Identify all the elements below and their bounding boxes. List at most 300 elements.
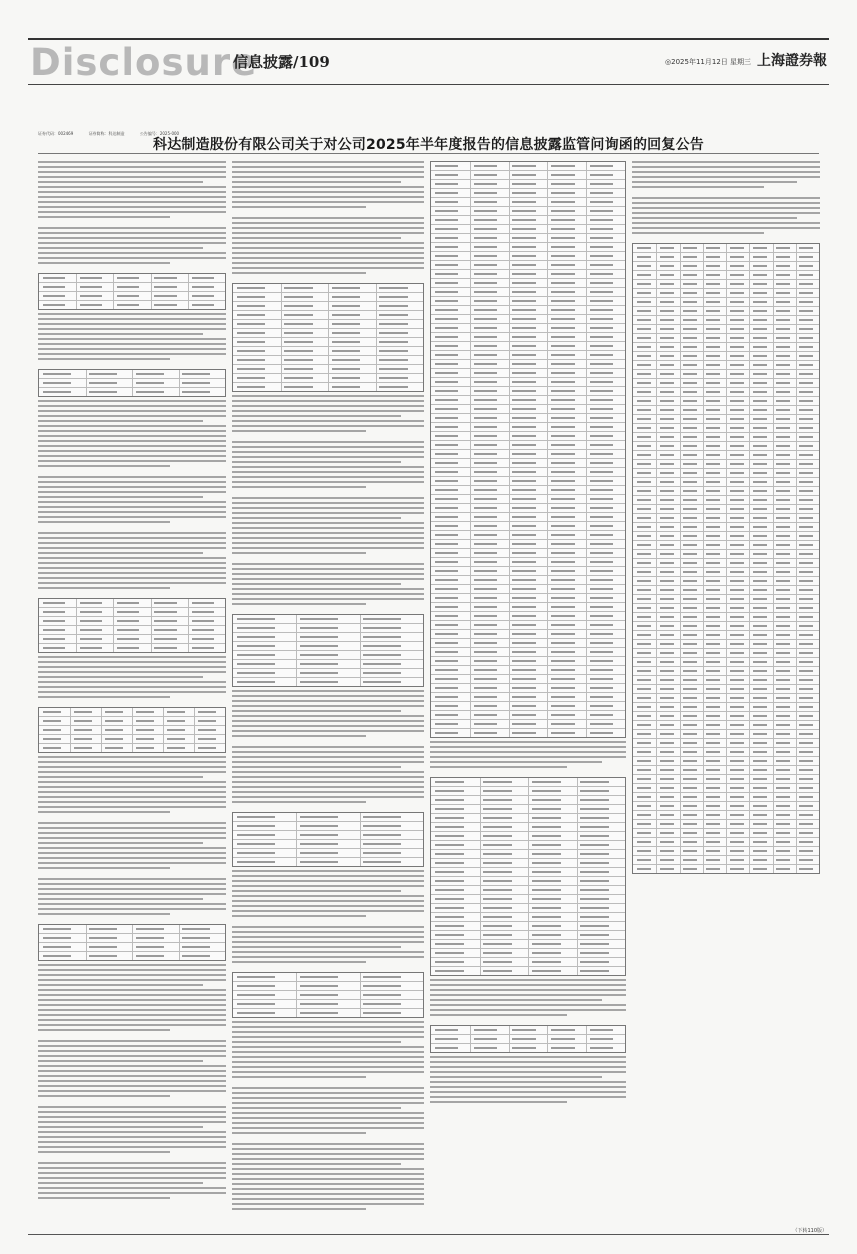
table-divider — [726, 577, 727, 585]
table-divider — [703, 568, 704, 576]
table-divider — [547, 549, 548, 557]
table-cell — [363, 843, 401, 845]
text-line — [38, 801, 226, 803]
table-cell — [551, 480, 574, 482]
table-cell — [474, 444, 497, 446]
table-cell — [776, 337, 790, 339]
table-cell — [551, 264, 574, 266]
table-cell — [551, 570, 574, 572]
table-cell — [730, 832, 744, 834]
table-cell — [474, 408, 497, 410]
table-cell — [435, 417, 458, 419]
table-divider — [509, 387, 510, 395]
text-line — [38, 969, 226, 971]
table-divider — [509, 1026, 510, 1034]
text-line — [430, 766, 567, 768]
table-cell — [637, 526, 651, 528]
table-row — [233, 329, 423, 338]
table-divider — [528, 877, 529, 885]
table-cell — [590, 525, 613, 527]
data-table — [632, 243, 820, 874]
table-divider — [586, 225, 587, 233]
table-cell — [730, 400, 744, 402]
table-divider — [528, 814, 529, 822]
table-cell — [237, 663, 275, 665]
table-divider — [749, 811, 750, 819]
table-divider — [163, 744, 164, 752]
table-divider — [773, 820, 774, 828]
table-cell — [637, 625, 651, 627]
text-line — [430, 1091, 626, 1093]
table-row — [39, 952, 225, 960]
table-divider — [680, 541, 681, 549]
table-divider — [680, 703, 681, 711]
table-cell — [551, 210, 574, 212]
table-row — [431, 477, 625, 486]
table-divider — [703, 280, 704, 288]
table-cell — [435, 624, 458, 626]
table-divider — [179, 943, 180, 951]
table-cell — [580, 889, 609, 891]
table-row — [633, 577, 819, 586]
text-line — [632, 197, 820, 199]
table-cell — [706, 715, 720, 717]
table-divider — [470, 270, 471, 278]
table-cell — [474, 390, 497, 392]
table-divider — [680, 730, 681, 738]
text-line — [632, 207, 820, 209]
text-line — [430, 741, 626, 743]
table-divider — [480, 832, 481, 840]
table-divider — [470, 720, 471, 728]
text-line — [232, 547, 424, 549]
table-divider — [656, 388, 657, 396]
table-divider — [509, 540, 510, 548]
table-cell — [379, 350, 408, 352]
table-cell — [799, 652, 813, 654]
table-divider — [586, 612, 587, 620]
table-cell — [660, 436, 674, 438]
table-cell — [660, 508, 674, 510]
table-divider — [163, 708, 164, 716]
table-cell — [683, 868, 697, 870]
table-cell — [730, 634, 744, 636]
table-cell — [776, 859, 790, 861]
table-cell — [483, 790, 512, 792]
table-cell — [730, 715, 744, 717]
table-cell — [512, 525, 535, 527]
table-cell — [474, 579, 497, 581]
table-divider — [773, 739, 774, 747]
table-row — [233, 383, 423, 391]
table-cell — [683, 328, 697, 330]
table-divider — [703, 703, 704, 711]
table-cell — [435, 723, 458, 725]
table-row — [233, 356, 423, 365]
text-line — [232, 578, 424, 580]
table-cell — [706, 544, 720, 546]
table-divider — [577, 859, 578, 867]
table-divider — [656, 856, 657, 864]
text-line — [38, 994, 226, 996]
table-cell — [379, 323, 408, 325]
table-cell — [706, 679, 720, 681]
table-cell — [799, 418, 813, 420]
table-cell — [637, 616, 651, 618]
table-divider — [656, 802, 657, 810]
table-divider — [281, 365, 282, 373]
table-cell — [660, 382, 674, 384]
table-cell — [192, 602, 214, 604]
table-cell — [637, 364, 651, 366]
table-divider — [680, 334, 681, 342]
table-divider — [796, 451, 797, 459]
table-cell — [660, 823, 674, 825]
table-divider — [547, 261, 548, 269]
table-divider — [296, 660, 297, 668]
table-divider — [796, 469, 797, 477]
table-cell — [683, 616, 697, 618]
table-cell — [332, 341, 361, 343]
table-cell — [799, 346, 813, 348]
table-divider — [528, 886, 529, 894]
text-line — [232, 222, 424, 224]
table-divider — [547, 585, 548, 593]
table-divider — [656, 379, 657, 387]
table-divider — [680, 361, 681, 369]
table-divider — [796, 244, 797, 252]
table-divider — [680, 325, 681, 333]
table-divider — [470, 171, 471, 179]
table-divider — [749, 352, 750, 360]
table-divider — [480, 868, 481, 876]
table-divider — [796, 793, 797, 801]
table-divider — [547, 1044, 548, 1052]
table-cell — [512, 642, 535, 644]
table-divider — [703, 406, 704, 414]
table-divider — [509, 603, 510, 611]
table-cell — [730, 535, 744, 537]
text-line — [38, 867, 170, 869]
table-cell — [435, 489, 458, 491]
table-divider — [703, 748, 704, 756]
table-divider — [726, 280, 727, 288]
table-cell — [637, 301, 651, 303]
table-cell — [474, 453, 497, 455]
table-cell — [706, 706, 720, 708]
table-cell — [776, 661, 790, 663]
text-line — [38, 1192, 226, 1194]
top-rule — [28, 38, 829, 40]
table-divider — [480, 913, 481, 921]
table-cell — [237, 627, 275, 629]
table-cell — [551, 1038, 574, 1040]
table-cell — [776, 436, 790, 438]
table-cell — [284, 377, 313, 379]
text-line — [232, 890, 401, 892]
table-cell — [637, 274, 651, 276]
table-divider — [726, 550, 727, 558]
table-cell — [706, 328, 720, 330]
table-divider — [749, 577, 750, 585]
table-cell — [730, 283, 744, 285]
table-divider — [749, 586, 750, 594]
table-divider — [796, 820, 797, 828]
table-divider — [296, 615, 297, 623]
table-cell — [730, 373, 744, 375]
table-cell — [753, 724, 767, 726]
table-row — [431, 468, 625, 477]
table-divider — [586, 288, 587, 296]
text-line — [232, 573, 424, 575]
table-cell — [284, 323, 313, 325]
table-cell — [637, 517, 651, 519]
table-cell — [730, 409, 744, 411]
table-divider — [188, 283, 189, 291]
table-cell — [799, 562, 813, 564]
table-cell — [706, 391, 720, 393]
table-cell — [637, 580, 651, 582]
table-cell — [683, 751, 697, 753]
text-line — [38, 562, 226, 564]
text-line — [232, 1153, 424, 1155]
text-line — [38, 572, 226, 574]
text-line — [232, 598, 424, 600]
table-cell — [753, 445, 767, 447]
table-cell — [182, 946, 210, 948]
table-divider — [188, 608, 189, 616]
table-cell — [706, 553, 720, 555]
table-divider — [577, 913, 578, 921]
text-line — [232, 257, 424, 259]
table-cell — [474, 651, 497, 653]
table-cell — [637, 643, 651, 645]
table-cell — [512, 705, 535, 707]
table-divider — [547, 441, 548, 449]
table-cell — [683, 571, 697, 573]
table-cell — [198, 720, 217, 722]
table-divider — [528, 832, 529, 840]
table-divider — [547, 729, 548, 737]
table-divider — [703, 352, 704, 360]
table-cell — [683, 760, 697, 762]
text-line — [430, 1004, 626, 1006]
data-table — [38, 924, 226, 961]
table-cell — [660, 319, 674, 321]
table-cell — [43, 620, 65, 622]
table-divider — [509, 720, 510, 728]
table-divider — [656, 325, 657, 333]
text-line — [232, 242, 424, 244]
table-cell — [753, 472, 767, 474]
table-cell — [637, 256, 651, 258]
table-divider — [113, 274, 114, 282]
table-cell — [753, 778, 767, 780]
table-divider — [703, 271, 704, 279]
text-line — [430, 746, 626, 748]
table-cell — [799, 832, 813, 834]
table-cell — [379, 359, 408, 361]
table-row — [431, 225, 625, 234]
text-line — [232, 171, 424, 173]
table-cell — [435, 165, 458, 167]
table-cell — [474, 489, 497, 491]
table-divider — [470, 441, 471, 449]
table-divider — [726, 397, 727, 405]
table-cell — [637, 751, 651, 753]
table-row — [633, 379, 819, 388]
table-cell — [590, 318, 613, 320]
table-divider — [509, 486, 510, 494]
table-cell — [660, 688, 674, 690]
table-divider — [749, 379, 750, 387]
table-cell — [637, 382, 651, 384]
table-divider — [151, 283, 152, 291]
table-cell — [730, 742, 744, 744]
table-cell — [483, 826, 512, 828]
table-divider — [773, 640, 774, 648]
table-cell — [474, 246, 497, 248]
table-divider — [577, 904, 578, 912]
table-divider — [509, 459, 510, 467]
table-divider — [528, 931, 529, 939]
table-cell — [117, 304, 139, 306]
text-line — [38, 171, 226, 173]
table-cell — [474, 498, 497, 500]
table-cell — [551, 471, 574, 473]
table-cell — [474, 219, 497, 221]
table-cell — [237, 350, 266, 352]
text-line — [38, 430, 226, 432]
table-divider — [470, 414, 471, 422]
table-cell — [551, 300, 574, 302]
table-row — [431, 585, 625, 594]
table-cell — [512, 552, 535, 554]
table-cell — [753, 742, 767, 744]
table-cell — [730, 499, 744, 501]
text-line — [38, 974, 226, 976]
table-cell — [706, 454, 720, 456]
table-cell — [435, 907, 464, 909]
table-cell — [799, 400, 813, 402]
table-cell — [730, 679, 744, 681]
table-cell — [753, 526, 767, 528]
table-cell — [284, 341, 313, 343]
table-cell — [435, 808, 464, 810]
table-cell — [753, 823, 767, 825]
table-divider — [509, 450, 510, 458]
table-cell — [580, 880, 609, 882]
table-divider — [470, 513, 471, 521]
table-cell — [776, 625, 790, 627]
table-divider — [656, 352, 657, 360]
text-line — [232, 751, 424, 753]
table-divider — [680, 775, 681, 783]
text-line — [232, 895, 424, 897]
table-cell — [363, 985, 401, 987]
table-cell — [590, 372, 613, 374]
table-cell — [590, 417, 613, 419]
table-divider — [726, 694, 727, 702]
table-cell — [154, 286, 176, 288]
table-divider — [528, 823, 529, 831]
table-cell — [512, 345, 535, 347]
text-line — [232, 910, 424, 912]
table-divider — [151, 617, 152, 625]
table-cell — [551, 543, 574, 545]
table-divider — [749, 640, 750, 648]
text-line — [232, 272, 366, 274]
table-cell — [799, 436, 813, 438]
table-divider — [656, 730, 657, 738]
table-divider — [656, 307, 657, 315]
table-cell — [706, 247, 720, 249]
table-cell — [580, 907, 609, 909]
table-divider — [296, 840, 297, 848]
table-cell — [435, 264, 458, 266]
table-divider — [796, 685, 797, 693]
table-cell — [730, 697, 744, 699]
table-divider — [586, 675, 587, 683]
table-cell — [637, 661, 651, 663]
table-cell — [776, 409, 790, 411]
text-line — [38, 1080, 226, 1082]
table-cell — [474, 435, 497, 437]
table-cell — [683, 319, 697, 321]
table-cell — [363, 636, 401, 638]
table-cell — [753, 553, 767, 555]
table-cell — [551, 174, 574, 176]
table-cell — [237, 861, 275, 863]
table-divider — [656, 451, 657, 459]
table-divider — [796, 325, 797, 333]
table-divider — [528, 958, 529, 966]
table-row — [431, 711, 625, 720]
text-line — [232, 552, 366, 554]
table-cell — [435, 588, 458, 590]
table-cell — [284, 386, 313, 388]
table-divider — [703, 838, 704, 846]
table-cell — [660, 661, 674, 663]
table-divider — [773, 523, 774, 531]
table-divider — [680, 604, 681, 612]
table-row — [233, 973, 423, 982]
table-divider — [328, 329, 329, 337]
table-divider — [586, 522, 587, 530]
table-cell — [683, 247, 697, 249]
table-cell — [512, 282, 535, 284]
table-cell — [435, 525, 458, 527]
table-divider — [480, 904, 481, 912]
table-divider — [749, 793, 750, 801]
table-divider — [656, 532, 657, 540]
table-row — [633, 469, 819, 478]
table-divider — [132, 925, 133, 933]
text-line — [232, 1173, 424, 1175]
table-divider — [509, 495, 510, 503]
table-cell — [776, 607, 790, 609]
table-cell — [590, 471, 613, 473]
table-cell — [474, 597, 497, 599]
table-divider — [163, 726, 164, 734]
table-cell — [706, 787, 720, 789]
text-line — [38, 587, 170, 589]
table-divider — [749, 334, 750, 342]
table-divider — [586, 1026, 587, 1034]
table-cell — [136, 720, 155, 722]
table-divider — [773, 469, 774, 477]
text-line — [232, 735, 366, 737]
